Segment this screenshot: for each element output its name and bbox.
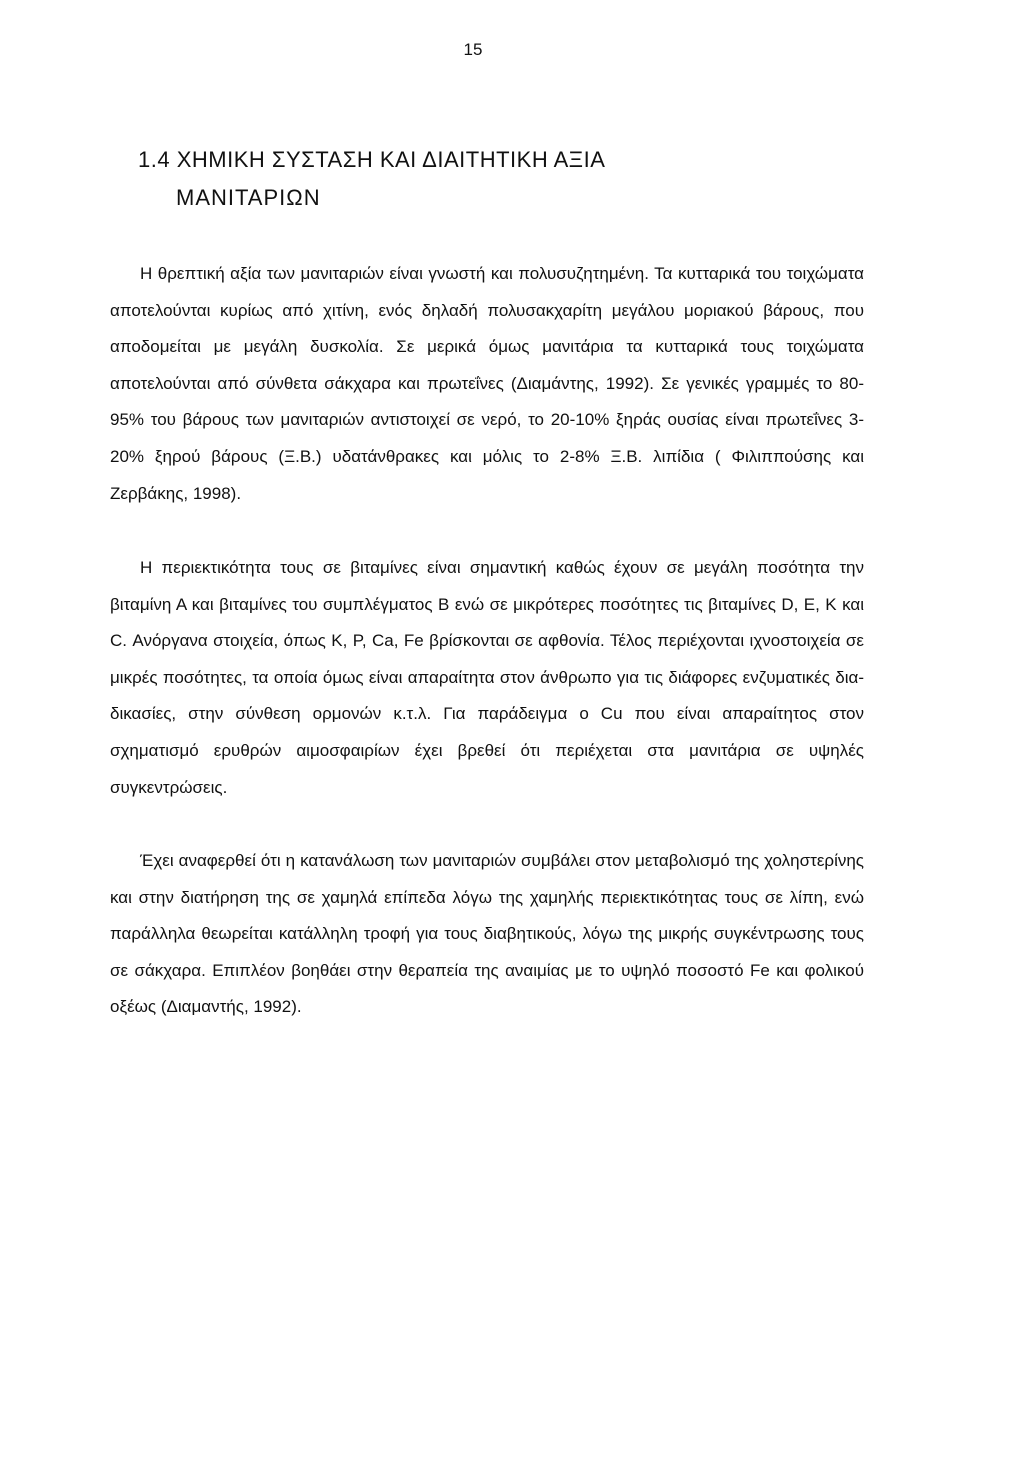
paragraph-text: Έχει αναφερθεί ότι η κατανάλωση των μανιταριών συμβάλει στον μεταβολισμό της χοληστερίνης και στην διατήρηση της σε χαμηλά επίπεδα λόγω της χαμηλής περιεκτικότητας τους σε λίπη, ενώ παράλληλα θεωρείται κατάλληλη τροφή για τους διαβητικούς, λόγω της μικρής συγκέντρωσης τους σε σάκχαρα. Επιπλέον βοηθάει στην θεραπεία της αναιμίας με το υψηλό ποσοστό Fe και φολικού οξέως (Διαμαντής, 1992). (110, 851, 864, 1017)
paragraph-nutritional-value (110, 256, 864, 512)
section-heading-continuation: ΜΑΝΙΤΑΡΙΩΝ (176, 185, 321, 210)
section-heading: 1.4 ΧΗΜΙΚΗ ΣΥΣΤΑΣΗ ΚΑΙ ΔΙΑΙΤΗΤΙΚΗ ΑΞΙΑ (138, 147, 606, 172)
paragraph-text: Η θρεπτική αξία των μανιταριών είναι γνωστή και πολυσυζητημένη. Τα κυτταρικά του τοιχώματα αποτελούνται κυρίως από χιτίνη, ενός δηλαδή πολυσακχαρίτη μεγάλου μοριακού βάρους, που αποδομείται με μεγάλη δυσκολία. Σε μερικά όμως μανιτάρια τα κυτταρικά τους τοιχώματα αποτελούνται από σύνθετα σάκχαρα και πρωτεΐνες (Διαμάντης, 1992). Σε γενικές γραμμές το 80-95% του βάρους των μανιταριών αντιστοιχεί σε νερό, το 20-10% ξηράς ουσίας είναι πρωτεΐνες 3-20% ξηρού βάρους (Ξ.Β.) υδατάνθρακες και μόλις το 2-8% Ξ.Β. λιπίδια ( Φιλιππούσης και Ζερβάκης, 1998). (110, 264, 864, 503)
paragraph-vitamins-minerals (110, 550, 864, 806)
paragraph-health-benefits (110, 843, 864, 1026)
paragraph-text: Η περιεκτικότητα τους σε βιταμίνες είναι σημαντική καθώς έχουν σε μεγάλη ποσότητα την βιταμίνη Α και βιταμίνες του συμπλέγματος Β ενώ σε μικρότερες ποσότητες τις βιταμίνες D, E, K και C. Ανόργανα στοιχεία, όπως K, P, Ca, Fe βρίσκονται σε αφθονία. Τέλος περιέχονται ιχνοστοιχεία σε μικρές ποσότητες, τα οποία όμως είναι απαραίτητα στον άνθρωπο για τις διάφορες ενζυματικές δια-δικασίες, στην σύνθεση ορμονών κ.τ.λ. Για παράδειγμα ο Cu που είναι απαραίτητος στον σχηματισμό ερυθρών αιμοσφαιρίων έχει βρεθεί ότι περιέχεται στα μανιτάρια σε υψηλές συγκεντρώσεις. (110, 558, 864, 797)
page-number: 15 (463, 40, 483, 59)
